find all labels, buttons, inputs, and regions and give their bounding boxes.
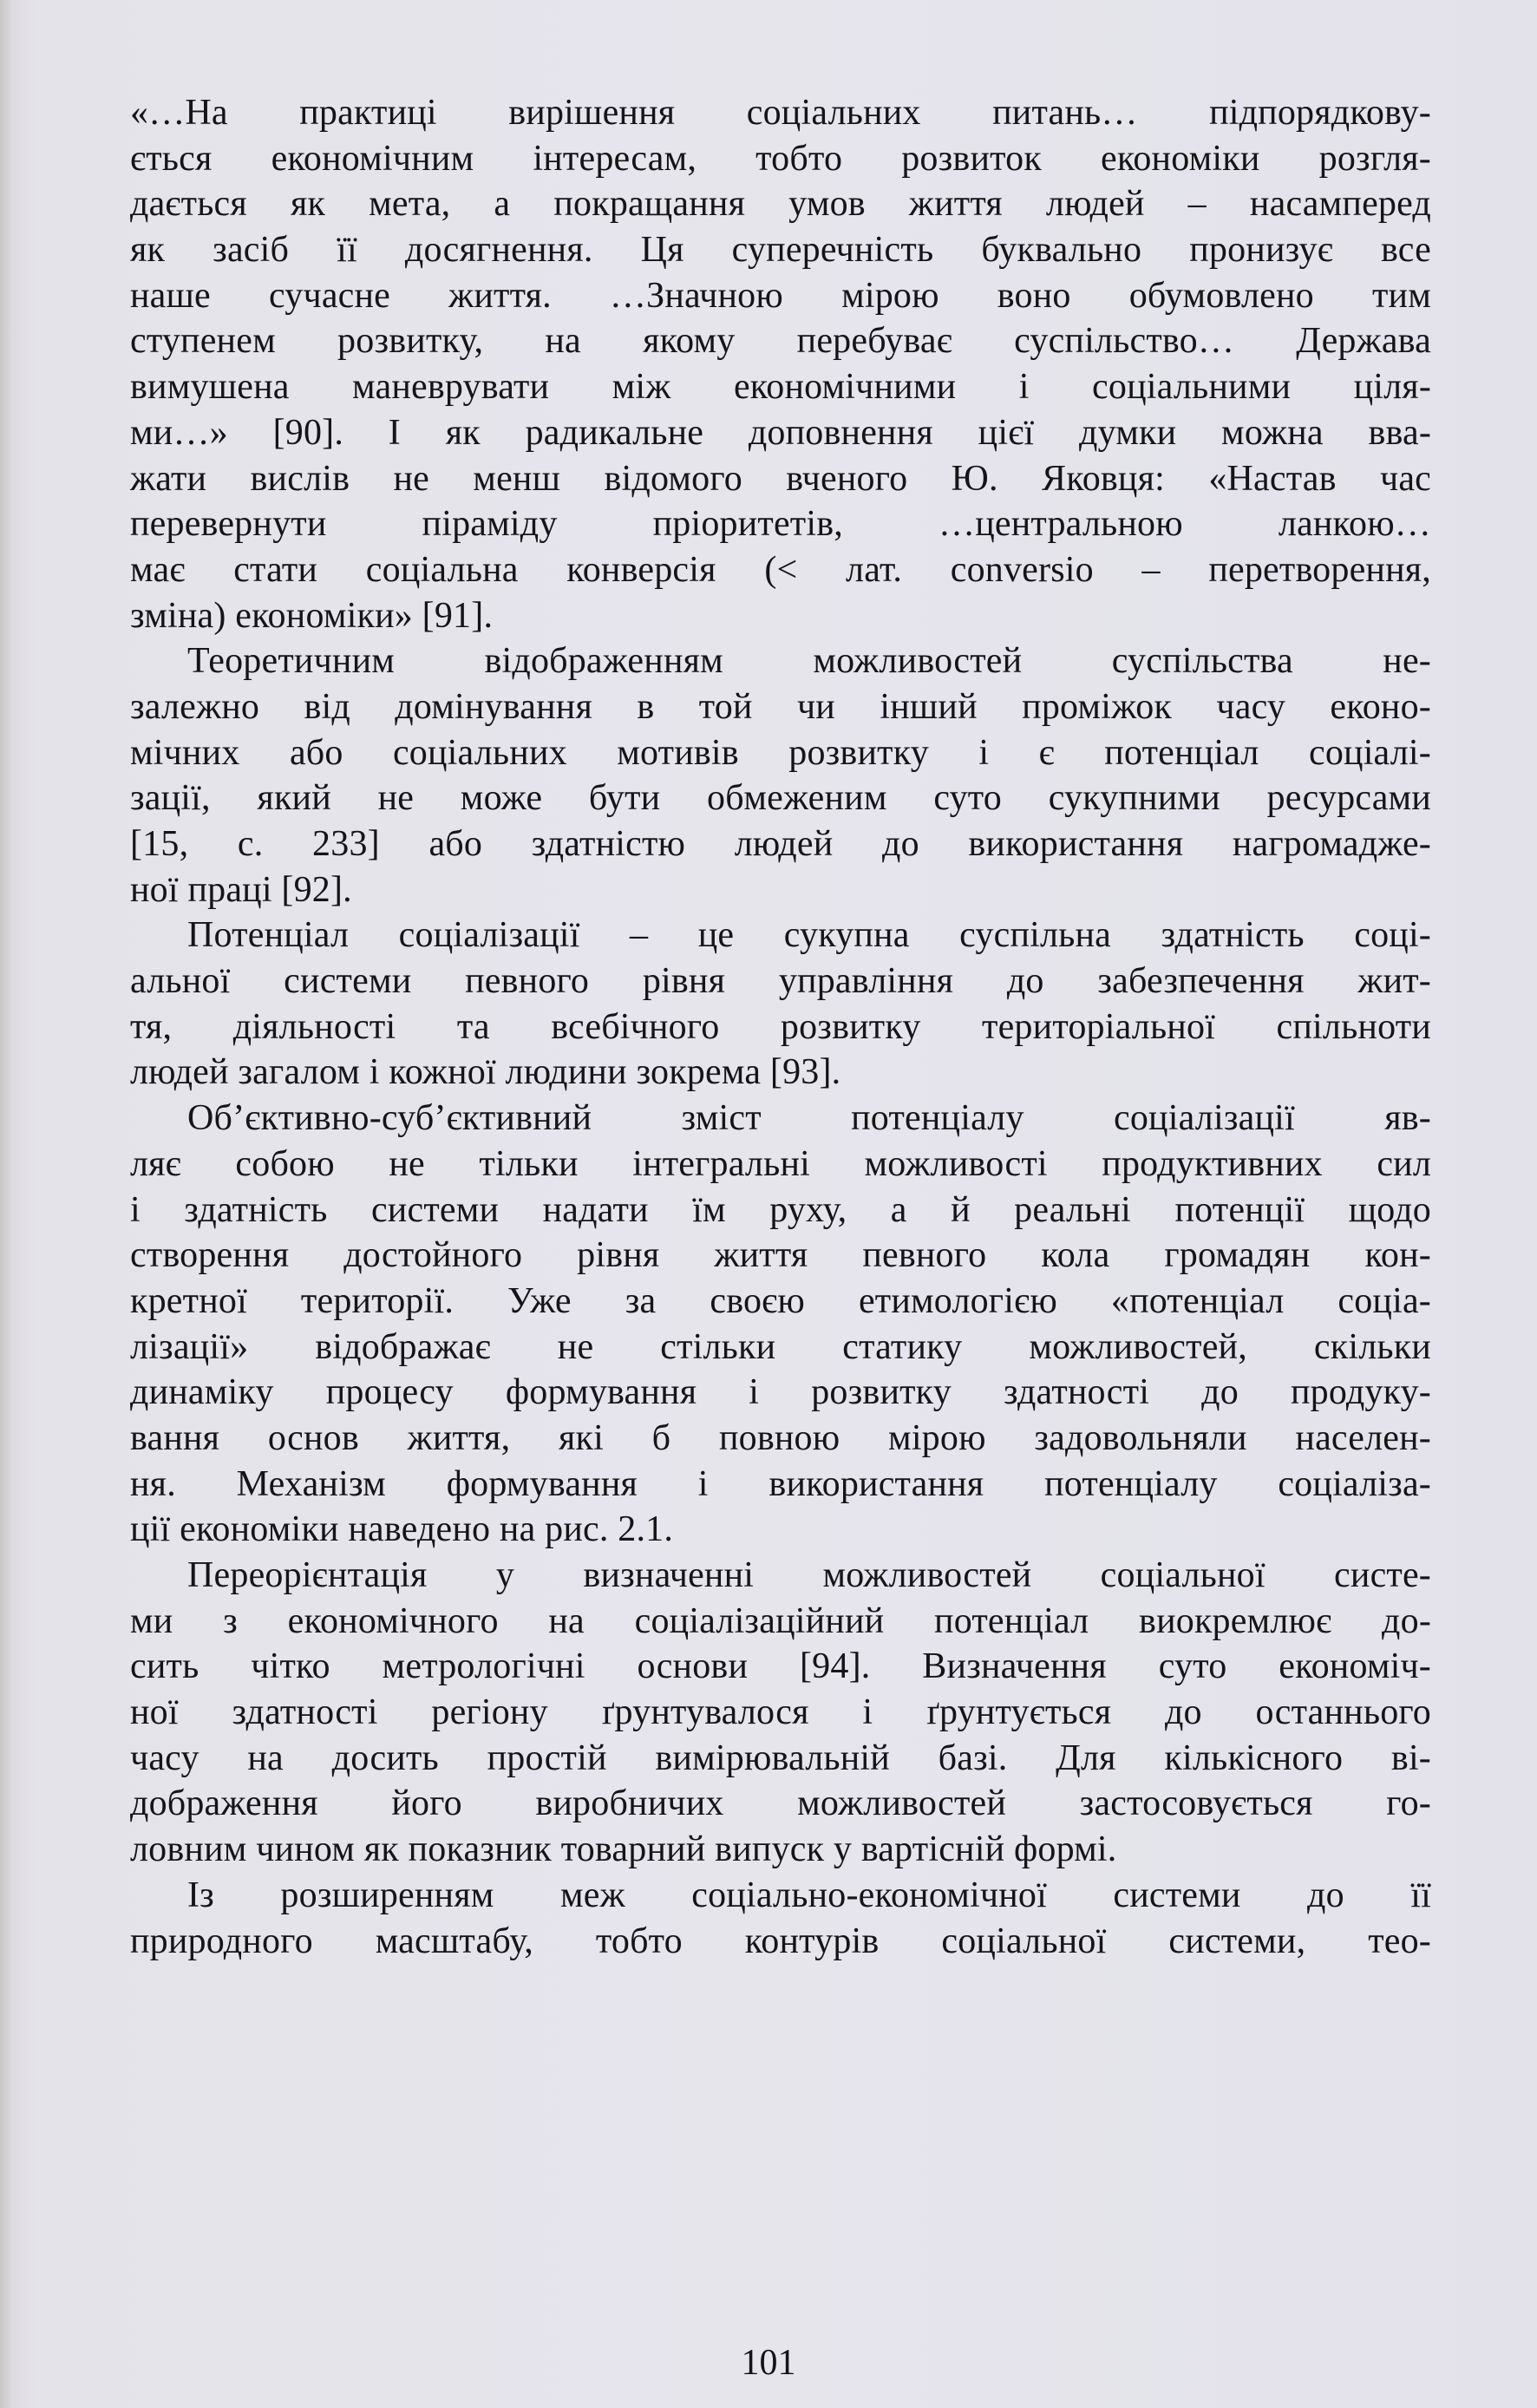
text-line: створення достойного рівня життя певного кола громадян кон-	[130, 1235, 1431, 1276]
text-line: [15, с. 233] або здатністю людей до використання нагромадже-	[130, 824, 1431, 864]
text-line: жати вислів не менш відомого вченого Ю. Яковця: «Настав час	[130, 458, 1431, 499]
page-body	[130, 90, 1431, 1964]
text-line: вання основ життя, які б повною мірою задовольняли населен-	[130, 1417, 1431, 1458]
paragraph	[130, 90, 1431, 638]
text-line: зміна) економіки» [91].	[130, 595, 494, 636]
text-line: дображення його виробничих можливостей застосовується го-	[130, 1783, 1431, 1824]
text-line: тя, діяльності та всебічного розвитку територіальної спільноти	[130, 1006, 1431, 1047]
text-line: і здатність системи надати їм руху, а й реальні потенції щодо	[130, 1189, 1431, 1230]
text-line: ловним чином як показник товарний випуск у вартісній формі.	[130, 1829, 1117, 1870]
text-line: Переорієнтація у визначенні можливостей соціальної систе-	[187, 1555, 1431, 1595]
text-line: дається як мета, а покращання умов життя людей – насамперед	[130, 184, 1431, 225]
text-line: Теоретичним відображенням можливостей суспільства не-	[187, 641, 1431, 682]
text-line: Об’єктивно-суб’єктивний зміст потенціалу соціалізації яв-	[187, 1098, 1431, 1139]
text-line: перевернути піраміду пріоритетів, …центральною ланкою…	[130, 504, 1431, 545]
text-line: ня. Механізм формування і використання потенціалу соціаліза-	[130, 1463, 1431, 1504]
paragraph	[130, 1873, 1431, 1964]
paragraph	[130, 1096, 1431, 1553]
text-line: ції економіки наведено на рис. 2.1.	[130, 1509, 674, 1550]
text-line: людей загалом і кожної людини зокрема [93].	[130, 1052, 841, 1093]
text-line: динаміку процесу формування і розвитку здатності до продуку-	[130, 1372, 1431, 1413]
paragraph	[130, 913, 1431, 1096]
text-line: зації, який не може бути обмеженим суто сукупними ресурсами	[130, 778, 1431, 819]
text-line: лізації» відображає не стільки статику можливостей, скільки	[130, 1326, 1431, 1367]
text-line: наше сучасне життя. …Значною мірою воно обумовлено тим	[130, 275, 1431, 316]
text-line: ступенем розвитку, на якому перебуває суспільство… Держава	[130, 321, 1431, 362]
text-line: мічних або соціальних мотивів розвитку і є потенціал соціалі-	[130, 732, 1431, 773]
text-line: «…На практиці вирішення соціальних питань… підпорядкову-	[130, 93, 1431, 133]
text-line: ми з економічного на соціалізаційний потенціал виокремлює до-	[130, 1600, 1431, 1641]
page-number: 101	[741, 2343, 796, 2383]
paragraph	[130, 1553, 1431, 1873]
text-line: має стати соціальна конверсія (< лат. conversio – перетворення,	[130, 549, 1431, 590]
text-line: ми…» [90]. І як радикальне доповнення цієї думки можна вва-	[130, 412, 1431, 453]
text-line: залежно від домінування в той чи інший проміжок часу еконо-	[130, 686, 1431, 727]
text-line: сить чітко метрологічні основи [94]. Визначення суто економіч-	[130, 1646, 1431, 1687]
text-line: Із розширенням меж соціально-економічної системи до її	[187, 1875, 1431, 1915]
text-line: вимушена маневрувати між економічними і соціальними ціля-	[130, 367, 1431, 408]
text-line: часу на досить простій вимірювальній базі. Для кількісного ві-	[130, 1737, 1431, 1778]
text-line: природного масштабу, тобто контурів соціальної системи, тео-	[130, 1921, 1431, 1961]
text-line: ється економічним інтересам, тобто розвиток економіки розгля-	[130, 138, 1431, 179]
text-line: як засіб її досягнення. Ця суперечність буквально пронизує все	[130, 230, 1431, 271]
paragraph	[130, 638, 1431, 913]
text-line: ної праці [92].	[130, 869, 352, 910]
text-line: кретної території. Уже за своєю етимологією «потенціал соціа-	[130, 1280, 1431, 1321]
text-line: ної здатності регіону ґрунтувалося і ґрунтується до останнього	[130, 1692, 1431, 1733]
text-line: альної системи певного рівня управління до забезпечення жит-	[130, 961, 1431, 1002]
text-line: ляє собою не тільки інтегральні можливості продуктивних сил	[130, 1143, 1431, 1184]
text-line: Потенціал соціалізації – це сукупна суспільна здатність соці-	[187, 915, 1431, 956]
